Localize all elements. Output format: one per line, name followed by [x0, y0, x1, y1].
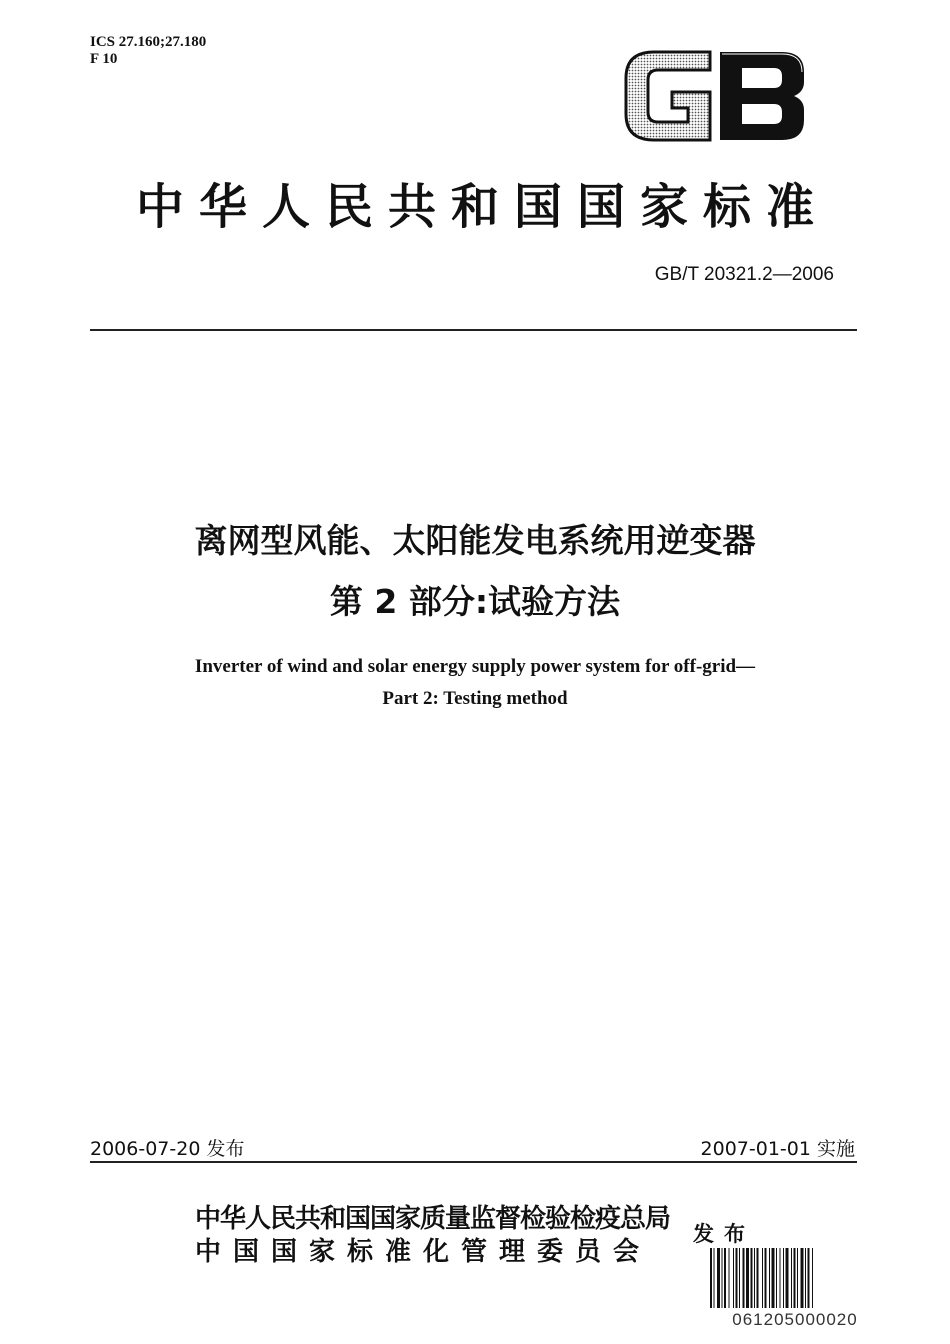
issue-date: 2006-07-20 发布: [90, 1138, 245, 1160]
english-title-line1: Inverter of wind and solar energy supply power system for off-grid—: [194, 656, 756, 677]
ics-code: ICS 27.160;27.180: [90, 34, 207, 50]
bottom-divider: [90, 1161, 857, 1163]
standard-number: GB/T 20321.2—2006: [654, 264, 834, 285]
issuer-aqsiq: 中华人民共和国国家质量监督检验检疫总局: [195, 1204, 671, 1234]
chinese-title-line1: 离网型风能、太阳能发电系统用逆变器: [194, 521, 756, 560]
publish-label: 发布: [693, 1222, 755, 1246]
barcode-number: 061205000020: [732, 1310, 858, 1329]
implementation-date: 2007-01-01 实施: [700, 1138, 855, 1160]
gb-logo: [622, 48, 808, 144]
barcode-icon: [708, 1248, 882, 1308]
ccs-code: F 10: [90, 51, 118, 67]
chinese-title-line2: 第 2 部分:试验方法: [329, 582, 621, 621]
english-title-line2: Part 2: Testing method: [382, 688, 568, 709]
ics-classification: [90, 34, 206, 68]
issuer-sac: 中国国家标准化管理委员会: [195, 1237, 652, 1267]
top-divider: [90, 329, 857, 331]
national-standard-title: 中华人民共和国国家标准: [135, 179, 829, 235]
